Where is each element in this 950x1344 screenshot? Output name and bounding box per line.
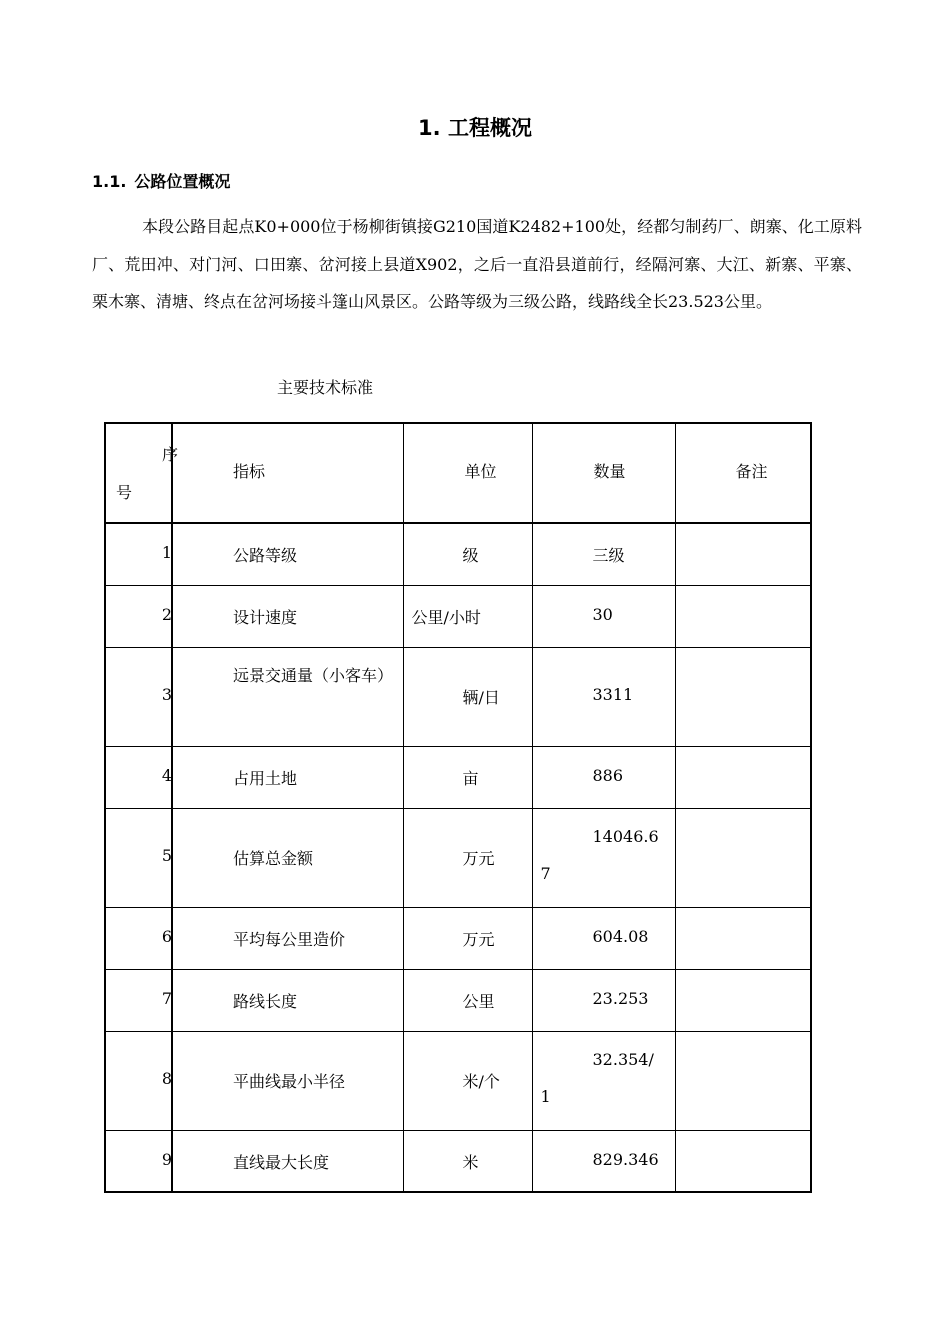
- table-row: [105, 907, 811, 969]
- row-seq: 2: [161, 604, 172, 624]
- header-remark-cell: [675, 423, 811, 523]
- row-seq: 3: [161, 684, 172, 704]
- header-quantity: 数量: [593, 462, 626, 481]
- table-row: [105, 808, 811, 907]
- row-seq: 1: [161, 543, 172, 562]
- header-indicator-cell: [172, 423, 403, 523]
- row-quantity: 23.253: [592, 988, 649, 1008]
- row-remark: [675, 808, 811, 907]
- row-quantity: 3311: [592, 684, 634, 704]
- table-row: [105, 746, 811, 808]
- row-quantity: 三级: [592, 546, 625, 565]
- header-quantity-cell: [532, 423, 675, 523]
- row-unit: 级: [462, 546, 479, 565]
- row-indicator: 平均每公里造价: [233, 929, 346, 949]
- table-row: [105, 1130, 811, 1192]
- header-seq-part1: 序: [162, 445, 179, 464]
- row-quantity: 829.346: [592, 1149, 659, 1169]
- row-unit: 公里/小时: [411, 607, 481, 627]
- header-seq-part2: 号: [116, 483, 133, 502]
- table-caption: 主要技术标准: [277, 378, 374, 397]
- table-row: [105, 523, 811, 585]
- header-unit: 单位: [464, 462, 497, 481]
- row-seq: 5: [161, 845, 172, 865]
- table-row: [105, 1031, 811, 1130]
- row-remark: [675, 969, 811, 1031]
- table-row: [105, 647, 811, 746]
- row-unit: 亩: [462, 768, 479, 788]
- row-remark: [675, 523, 811, 585]
- row-unit: 米: [462, 1152, 479, 1172]
- section-title: 公路位置概况: [134, 172, 231, 191]
- body-paragraph: 本段公路目起点K0+000位于杨柳街镇接G210国道K2482+100处，经都匀制药厂、朗寨、化工原料厂、荒田冲、对门河、口田寨、岔河接上县道X902，之后一直沿县道前行，经隔河寨、大江、新寨、平寨、栗木寨、清塘、终点在岔河场接斗篷山风景区。公路等级为三级公路，线路线全长23.523公里。: [92, 217, 862, 311]
- row-remark: [675, 647, 811, 746]
- header-remark: 备注: [735, 462, 768, 481]
- section-heading: [92, 169, 230, 192]
- table-row: [105, 969, 811, 1031]
- row-unit: 公里: [462, 991, 495, 1011]
- row-indicator: 路线长度: [233, 991, 298, 1011]
- row-indicator: 估算总金额: [233, 848, 314, 868]
- table-row: [105, 585, 811, 647]
- row-indicator: 占用土地: [233, 768, 298, 788]
- row-indicator: 设计速度: [233, 607, 298, 627]
- row-seq: 6: [161, 926, 172, 946]
- header-indicator: 指标: [233, 462, 266, 481]
- row-indicator: 直线最大长度: [233, 1152, 330, 1172]
- row-indicator: 平曲线最小半径: [233, 1071, 346, 1091]
- technical-standards-table: [104, 422, 812, 1193]
- row-quantity: 32.354/1: [540, 1049, 654, 1106]
- row-seq: 8: [161, 1068, 172, 1088]
- row-seq: 7: [161, 988, 172, 1008]
- row-remark: [675, 1130, 811, 1192]
- row-seq: 4: [161, 765, 172, 785]
- row-indicator: 远景交通量（小客车）: [233, 665, 394, 685]
- header-unit-cell: [403, 423, 532, 523]
- row-quantity: 886: [592, 765, 624, 785]
- row-quantity: 30: [592, 604, 613, 624]
- header-seq: [105, 423, 179, 523]
- row-unit: 米/个: [462, 1071, 500, 1091]
- row-remark: [675, 746, 811, 808]
- row-unit: 辆/日: [462, 687, 500, 707]
- row-unit: 万元: [462, 848, 495, 868]
- row-indicator: 公路等级: [233, 546, 298, 565]
- row-seq: 9: [161, 1149, 172, 1169]
- row-remark: [675, 1031, 811, 1130]
- row-remark: [675, 907, 811, 969]
- row-quantity: 604.08: [592, 926, 649, 946]
- chapter-heading: 1. 工程概况: [418, 116, 532, 140]
- row-quantity: 14046.67: [540, 826, 659, 883]
- row-remark: [675, 585, 811, 647]
- table-header-row: [105, 423, 811, 523]
- row-unit: 万元: [462, 929, 495, 949]
- section-number: 1.1.: [92, 172, 127, 191]
